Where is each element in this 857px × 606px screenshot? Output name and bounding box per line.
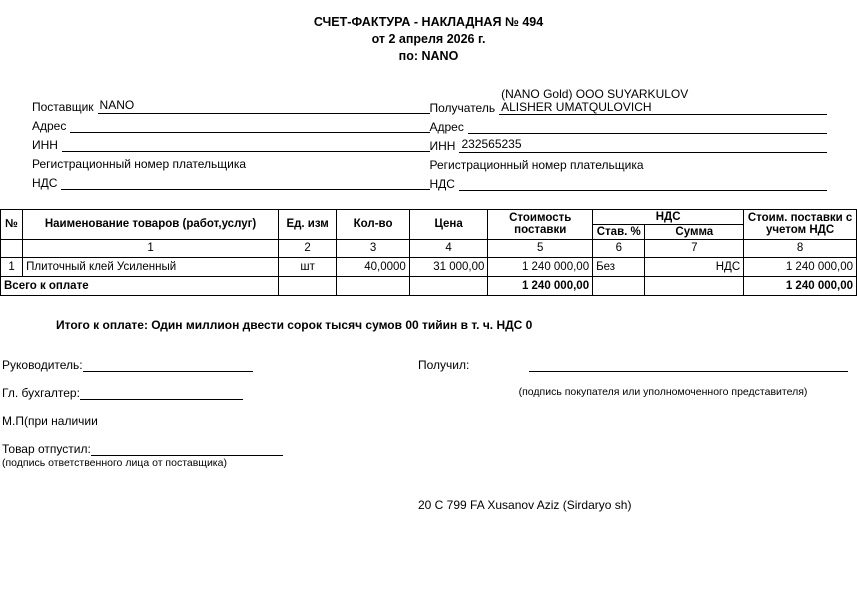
th-vat-rate: Став. % [593,224,645,239]
th-vat-group: НДС [593,209,744,224]
cell-num: 1 [1,257,23,276]
released-row [2,442,402,456]
cell-price: 31 000,00 [409,257,488,276]
cell-sum: 1 240 000,00 [488,257,593,276]
receiver-vat-value[interactable] [459,175,827,191]
received-row [418,358,848,372]
signature-left-column [2,358,402,469]
receiver-name-line2: ALISHER UMATQULOVICH [501,99,652,114]
receiver-address-value[interactable] [468,118,827,134]
colnum-8: 8 [744,239,857,257]
colnum-7: 7 [645,239,744,257]
total-qty-empty [337,276,410,295]
receiver-inn-label: ИНН [429,138,456,153]
total-label: Всего к оплате [1,276,279,295]
th-num: № [1,209,23,239]
total-vat-empty [645,276,744,295]
released-note: (подпись ответственного лица от поставщика) [2,456,227,469]
table-total-row [1,276,857,295]
th-vat-sum: Сумма [645,224,744,239]
th-total: Стоим. поставки с учетом НДС [744,209,857,239]
colnum-5: 5 [488,239,593,257]
items-table-wrapper [0,209,857,296]
cell-qty: 40,0000 [337,257,410,276]
cell-vat-sum: НДС [645,257,744,276]
cell-unit: шт [278,257,336,276]
th-price: Цена [409,209,488,239]
supplier-vat-label: НДС [32,175,58,190]
supplier-name-label: Поставщик [32,99,94,114]
total-sum: 1 240 000,00 [488,276,593,295]
colnum-0 [1,239,23,257]
document-date: от 2 апреля 2026 г. [371,31,486,46]
supplier-inn-label: ИНН [32,137,58,152]
received-label: Получил: [418,357,470,372]
accountant-signature-line[interactable] [80,386,243,400]
parties-section [0,83,857,193]
cell-name: Плиточный клей Усиленный [23,257,279,276]
document-title: СЧЕТ-ФАКТУРА - НАКЛАДНАЯ № 494 [313,15,544,29]
receiver-block [430,83,828,193]
supplier-name-value[interactable]: NANO [98,98,430,114]
colnum-4: 4 [409,239,488,257]
stamp-label: М.П(при наличии [2,413,98,428]
th-qty: Кол-во [337,209,410,239]
table-column-numbers-row [1,239,857,257]
colnum-3: 3 [337,239,410,257]
total-price-empty [409,276,488,295]
total-unit-empty [278,276,336,295]
th-sum: Стоимость поставки [488,209,593,239]
received-signature-line[interactable] [529,358,848,372]
signature-section [0,357,857,512]
receiver-address-label: Адрес [429,119,464,134]
total-in-words: Итого к оплате: Один миллион двести сорок тысяч сумов 00 тийин в т. ч. НДС 0 [56,317,533,332]
supplier-vat-value[interactable] [61,174,429,190]
document-header [0,0,857,65]
colnum-2: 2 [278,239,336,257]
director-row [2,358,402,372]
total-rate-empty [593,276,645,295]
accountant-row [2,386,402,400]
receiver-name-label: Получатель [429,100,496,115]
director-signature-line[interactable] [83,358,253,372]
document-by: по: NANO [398,48,459,63]
colnum-6: 6 [593,239,645,257]
receiver-reg-label: Регистрационный номер плательщика [429,157,644,172]
cell-vat-rate: Без [593,257,645,276]
received-note: (подпись покупателя или уполномоченного представителя) [518,385,808,398]
vehicle-driver-text: 20 C 799 FA Xusanov Aziz (Sirdaryo sh) [418,497,632,512]
supplier-address-label: Адрес [32,118,67,133]
supplier-reg-label: Регистрационный номер плательщика [32,156,247,171]
th-name: Наименование товаров (работ,услуг) [23,209,279,239]
supplier-address-value[interactable] [70,117,429,133]
receiver-name-line1: (NANO Gold) ООО SUYARKULOV [501,86,689,101]
director-label: Руководитель: [2,357,83,372]
items-table [0,209,857,296]
supplier-block [32,83,430,193]
released-label: Товар отпустил: [2,441,91,456]
receiver-name-value[interactable] [499,88,827,115]
released-signature-line[interactable] [91,442,283,456]
supplier-inn-value[interactable] [62,136,430,152]
th-unit: Ед. изм [278,209,336,239]
colnum-1: 1 [23,239,279,257]
signature-right-column [418,358,848,512]
cell-total: 1 240 000,00 [744,257,857,276]
total-with-vat: 1 240 000,00 [744,276,857,295]
receiver-inn-value[interactable]: 232565235 [459,137,827,153]
table-row [1,257,857,276]
table-header-row [1,209,857,224]
accountant-label: Гл. бухгалтер: [2,385,80,400]
receiver-vat-label: НДС [429,176,455,191]
